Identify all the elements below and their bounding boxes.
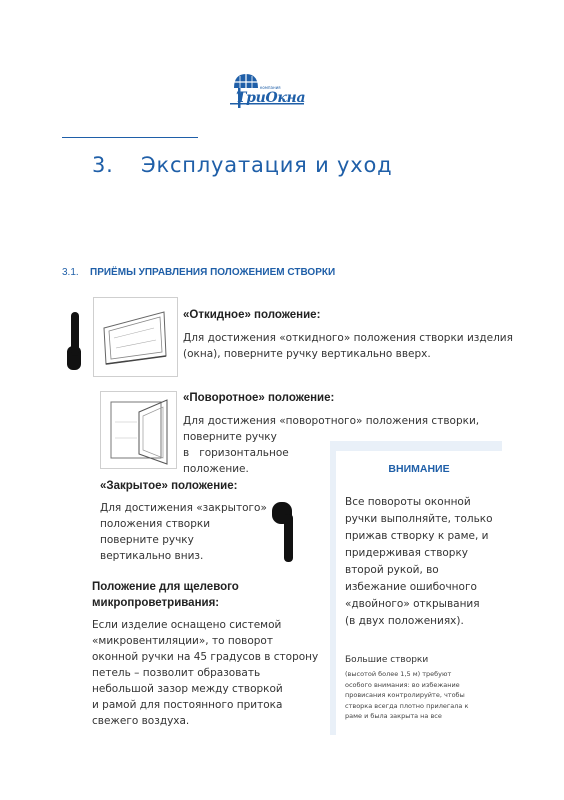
section-number: 3.1. — [62, 267, 79, 278]
callout-small-text — [345, 669, 495, 721]
callout-line: (в двух положениях). — [345, 615, 464, 627]
closed-line: Для достижения «закрытого» — [100, 502, 267, 514]
tilt-line: (окна), поверните ручку вертикально вверх. — [183, 348, 431, 360]
chapter-title-text: Эксплуатация и уход — [141, 153, 393, 177]
callout-small-title: Большие створки — [345, 655, 429, 665]
callout-title: ВНИМАНИЕ — [388, 463, 450, 475]
callout-small-line: особого внимания: во избежание — [345, 680, 460, 689]
tilt-heading: «Откидное» положение: — [183, 309, 321, 321]
company-logo — [220, 70, 304, 112]
logo-text: ТриОкна — [236, 90, 306, 106]
callout-text — [345, 494, 495, 630]
closed-line: поверните ручку — [100, 534, 194, 546]
tilt-text — [183, 330, 513, 362]
turn-line: в горизонтальное — [183, 447, 289, 459]
callout-line: прижав створку к раме, и — [345, 530, 489, 542]
micro-text — [92, 617, 332, 729]
callout-small-line: (высотой более 1,5 м) требуют — [345, 670, 452, 678]
chapter-number: 3. — [92, 153, 114, 177]
callout-line: ручки выполняйте, только — [345, 513, 493, 525]
micro-line: Если изделие оснащено системой — [92, 619, 282, 631]
callout-line: придерживая створку — [345, 547, 469, 559]
micro-heading-line: микропроветривания: — [92, 597, 220, 609]
micro-heading-line: Положение для щелевого — [92, 581, 239, 593]
section-title: ПРИЁМЫ УПРАВЛЕНИЯ ПОЛОЖЕНИЕМ СТВОРКИ — [90, 267, 336, 278]
micro-heading — [92, 579, 239, 611]
micro-line: свежего воздуха. — [92, 715, 190, 727]
tilt-window-figure — [93, 297, 178, 377]
tilt-line: Для достижения «откидного» положения створки изделия — [183, 332, 513, 344]
micro-line: небольшой зазор между створкой — [92, 683, 283, 695]
turn-line: положение. — [183, 463, 249, 475]
callout-small-line: провисания контролируйте, чтобы — [345, 691, 465, 699]
micro-line: петель – позволит образовать — [92, 667, 261, 679]
closed-line: положения створки — [100, 518, 211, 530]
callout-line: «двойного» открывания — [345, 598, 480, 610]
closed-text — [100, 500, 275, 564]
callout-line: избежание ошибочного — [345, 581, 477, 593]
turn-line: поверните ручку — [183, 431, 277, 443]
closed-heading: «Закрытое» положение: — [100, 480, 238, 492]
handle-up-icon — [66, 310, 86, 372]
turn-window-figure — [100, 391, 177, 469]
callout-small-line: створка всегда плотно прилегала к — [345, 701, 469, 710]
warning-callout — [330, 441, 502, 735]
section-heading — [62, 267, 335, 278]
closed-line: вертикально вниз. — [100, 550, 204, 562]
micro-line: оконной ручки на 45 градусов в сторону — [92, 651, 319, 663]
header-rule — [62, 137, 198, 138]
turn-line: Для достижения «поворотного» положения створки, — [183, 415, 480, 427]
callout-line: Все повороты оконной — [345, 496, 471, 508]
logo-subtitle: компания — [260, 85, 281, 90]
callout-small-line: раме и была закрыта на все — [345, 712, 442, 720]
micro-line: «микровентиляции», то поворот — [92, 635, 273, 647]
micro-line: и рамой для постоянного притока — [92, 699, 283, 711]
turn-heading: «Поворотное» положение: — [183, 392, 335, 404]
handle-down-icon — [268, 500, 296, 564]
callout-line: второй рукой, во — [345, 564, 439, 576]
chapter-title — [92, 153, 392, 177]
